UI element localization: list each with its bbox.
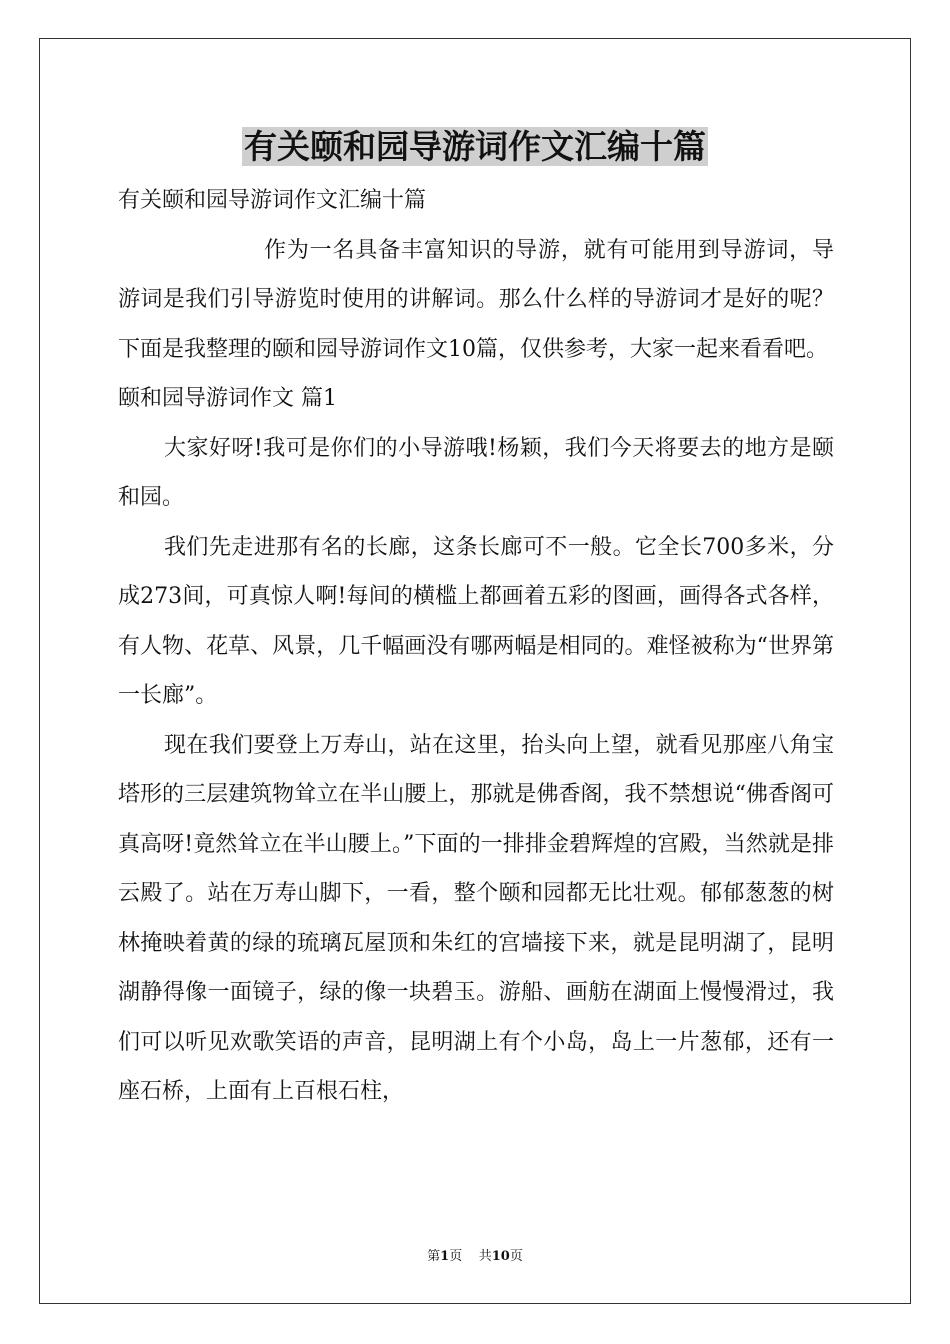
total-suffix: 页 <box>509 1249 523 1264</box>
document-body <box>118 176 834 1117</box>
body-paragraph-1: 大家好呀!我可是你们的小导游哦!杨颖，我们今天将要去的地方是颐和园。 <box>118 435 834 510</box>
intro-paragraph: 作为一名具备丰富知识的导游，就有可能用到导游词，导游词是我们引导游览时使用的讲解词。那么什么样的导游词才是好的呢？下面是我整理的颐和园导游词作文10篇，仅供参考，大家一起来看看吧。 <box>118 237 834 362</box>
body-paragraph-3: 现在我们要登上万寿山，站在这里，抬头向上望，就看见那座八角宝塔形的三层建筑物耸立在半山腰上，那就是佛香阁，我不禁想说“佛香阁可真高呀!竟然耸立在半山腰上。”下面的一排排金碧辉煌的宫殿，当然就是排云殿了。站在万寿山脚下，一看，整个颐和园都无比壮观。郁郁葱葱的树林掩映着黄的绿的琉璃瓦屋顶和朱红的宫墙接下来，就是昆明湖了，昆明湖静得像一面镜子，绿的像一块碧玉。游船、画舫在湖面上慢慢滑过，我们可以听见欢歌笑语的声音，昆明湖上有个小岛，岛上一片葱郁，还有一座石桥，上面有上百根石柱， <box>118 732 834 1104</box>
document-subtitle: 有关颐和园导游词作文汇编十篇 <box>118 188 427 213</box>
page-number: 1 <box>440 1249 450 1264</box>
total-prefix: 共 <box>478 1249 492 1264</box>
document-title-text: 有关颐和园导游词作文汇编十篇 <box>244 127 706 166</box>
total-pages: 10 <box>491 1249 510 1264</box>
document-title <box>0 123 950 171</box>
page-suffix: 页 <box>449 1249 463 1264</box>
page-footer <box>0 1248 950 1266</box>
body-paragraph-2: 我们先走进那有名的长廊，这条长廊可不一般。它全长700多米，分成273间，可真惊人啊!每间的横槛上都画着五彩的图画，画得各式各样，有人物、花草、风景，几千幅画没有哪两幅是相同的。难怪被称为“世界第一长廊”。 <box>118 534 834 708</box>
page-prefix: 第 <box>427 1249 441 1264</box>
section-heading: 颐和园导游词作文 篇1 <box>118 386 337 411</box>
